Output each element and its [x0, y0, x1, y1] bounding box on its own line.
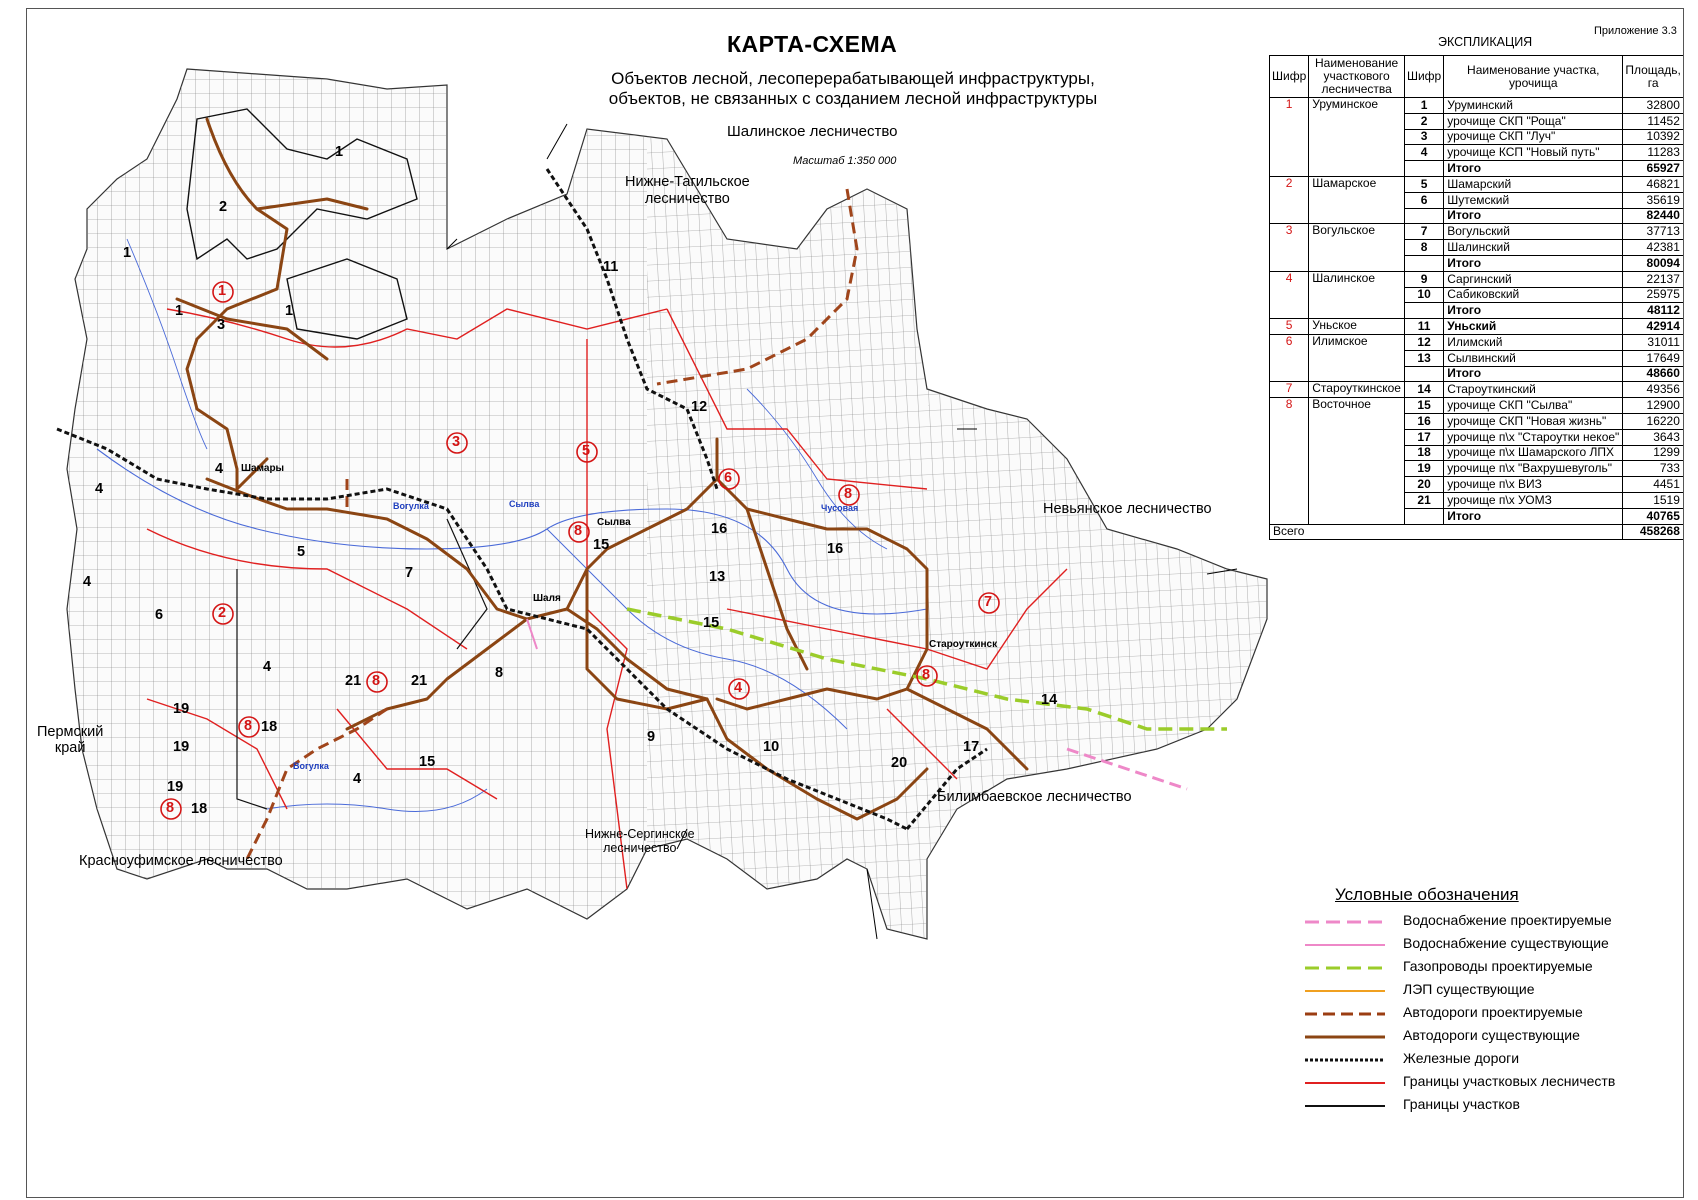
plot-code-cell: 12 [1404, 334, 1443, 350]
legend-title: Условные обозначения [1335, 885, 1519, 904]
area-cell: 35619 [1623, 192, 1684, 208]
plot-name-cell: Сылвинский [1444, 350, 1623, 366]
plot-number: 1 [123, 245, 132, 261]
plot-code-cell: 17 [1404, 429, 1443, 445]
area-cell: 1519 [1623, 492, 1684, 508]
explication-row [1270, 224, 1684, 240]
map-scale: Масштаб 1:350 000 [793, 155, 897, 167]
plot-number: 6 [155, 607, 164, 623]
plot-number: 3 [217, 317, 226, 333]
forestry-code-4: 4 [734, 680, 743, 696]
town-shalya: Шаля [533, 593, 561, 604]
plot-code-cell [1404, 255, 1443, 271]
legend-item-label: Железные дороги [1403, 1050, 1520, 1066]
area-cell: 1299 [1623, 445, 1684, 461]
forestry-code-8b: 8 [574, 523, 583, 539]
forestry-name-cell: Восточное [1309, 398, 1405, 524]
legend-item-label: Газопроводы проектируемые [1403, 958, 1593, 974]
explication-row [1270, 98, 1684, 114]
explication-title: ЭКСПЛИКАЦИЯ [1438, 35, 1533, 49]
forestry-code-cell: 4 [1270, 271, 1309, 318]
plot-code-cell: 20 [1404, 477, 1443, 493]
area-cell: 11283 [1623, 145, 1684, 161]
plot-number: 16 [711, 521, 728, 537]
legend-line-symbol [1305, 1099, 1385, 1113]
explication-total-row [1270, 524, 1684, 540]
plot-name-cell: урочище п\х "Вахрушевуголь" [1444, 461, 1623, 477]
plot-name-cell: урочище КСП "Новый путь" [1444, 145, 1623, 161]
plot-number: 1 [175, 303, 184, 319]
area-cell: 40765 [1623, 508, 1684, 524]
plot-number: 7 [405, 565, 414, 581]
legend-item [1295, 1095, 1684, 1117]
plot-number: 20 [891, 755, 908, 771]
plot-code-cell: 15 [1404, 398, 1443, 414]
plot-code-cell: 6 [1404, 192, 1443, 208]
area-cell: 11452 [1623, 113, 1684, 129]
plot-name-cell: Вогульский [1444, 224, 1623, 240]
plot-code-cell [1404, 161, 1443, 177]
plot-number: 15 [703, 615, 720, 631]
subtitle-line-1: Объектов лесной, лесоперерабатывающей инфраструктуры, [611, 69, 1095, 88]
area-cell: 82440 [1623, 208, 1684, 224]
forestry-code-cell: 7 [1270, 382, 1309, 398]
plot-number: 15 [419, 754, 436, 770]
plot-number: 1 [335, 144, 344, 160]
legend-item [1295, 1003, 1684, 1025]
plot-name-cell: урочище п\х Шамарского ЛПХ [1444, 445, 1623, 461]
forestry-code-7: 7 [984, 594, 993, 610]
label-nizhne-tagilskoe: Нижне-Тагильское лесничество [625, 174, 750, 207]
label-permsky-krai: Пермский край [37, 724, 104, 756]
forestry-code-6: 6 [724, 470, 733, 486]
plot-name-cell: Уруминский [1444, 98, 1623, 114]
grand-total-value: 458268 [1623, 524, 1684, 540]
area-cell: 49356 [1623, 382, 1684, 398]
label-nizhne-serginskoe: Нижне-Сергинское лесничество [585, 827, 695, 855]
plot-number: 21 [345, 673, 362, 689]
label-krasnoufimskoe: Красноуфимское лесничество [79, 853, 283, 869]
map-sheet [26, 8, 1684, 1198]
forestry-name-cell: Илимское [1309, 334, 1405, 381]
plot-name-cell: урочище СКП "Роща" [1444, 113, 1623, 129]
river-sylva: Сылва [509, 499, 540, 509]
plot-code-cell: 10 [1404, 287, 1443, 303]
plot-name-cell: урочище п\х ВИЗ [1444, 477, 1623, 493]
appendix-label: Приложение 3.3 [1594, 25, 1677, 37]
legend-item-label: ЛЭП существующие [1403, 981, 1535, 997]
forestry-name-cell: Шамарское [1309, 176, 1405, 223]
legend-item [1295, 980, 1684, 1002]
area-cell: 31011 [1623, 334, 1684, 350]
legend-item-label: Автодороги проектируемые [1403, 1004, 1583, 1020]
plot-name-cell: Саргинский [1444, 271, 1623, 287]
plot-name-cell: Итого [1444, 255, 1623, 271]
legend-line-symbol [1305, 938, 1385, 952]
forestry-name: Шалинское лесничество [727, 123, 898, 140]
plot-number: 15 [593, 537, 610, 553]
plot-number: 12 [691, 399, 708, 415]
plot-number: 19 [173, 739, 190, 755]
plot-code-cell: 11 [1404, 319, 1443, 335]
legend-line-symbol [1305, 1076, 1385, 1090]
legend-item-label: Водоснабжение проектируемые [1403, 912, 1612, 928]
legend-item-label: Границы участковых лесничеств [1403, 1073, 1616, 1089]
label-bilimbaevskoe: Билимбаевское лесничество [937, 789, 1132, 805]
header-plot-code: Шифр [1404, 56, 1443, 98]
legend [1295, 885, 1684, 1125]
plot-name-cell: Шалинский [1444, 240, 1623, 256]
forestry-code-cell: 2 [1270, 176, 1309, 223]
label-nevyanskoe: Невьянское лесничество [1043, 501, 1212, 517]
plot-number: 17 [963, 739, 980, 755]
header-plot-name: Наименование участка, урочища [1444, 56, 1623, 98]
plot-code-cell [1404, 366, 1443, 382]
area-cell: 48112 [1623, 303, 1684, 319]
forestry-code-8a: 8 [844, 486, 853, 502]
plot-name-cell: Староуткинский [1444, 382, 1623, 398]
area-cell: 25975 [1623, 287, 1684, 303]
forestry-code-cell: 5 [1270, 319, 1309, 335]
plot-code-cell: 8 [1404, 240, 1443, 256]
subtitle-line-2: объектов, не связанных с созданием лесной инфраструктуры [608, 89, 1098, 108]
forestry-code-cell: 3 [1270, 224, 1309, 271]
plot-name-cell: урочище СКП "Луч" [1444, 129, 1623, 145]
plot-number: 11 [603, 259, 619, 275]
town-sylva: Сылва [597, 517, 631, 528]
legend-item [1295, 1072, 1684, 1094]
plot-code-cell: 7 [1404, 224, 1443, 240]
explication-row [1270, 319, 1684, 335]
forestry-code-cell: 6 [1270, 334, 1309, 381]
header-area: Площадь, га [1623, 56, 1684, 98]
legend-line-symbol [1305, 1053, 1385, 1067]
plot-number: 19 [167, 779, 184, 795]
plot-name-cell: Итого [1444, 208, 1623, 224]
plot-code-cell: 2 [1404, 113, 1443, 129]
forestry-code-2: 2 [218, 605, 227, 621]
forestry-code-8d: 8 [244, 718, 253, 734]
plot-name-cell: Итого [1444, 303, 1623, 319]
plot-name-cell: Итого [1444, 366, 1623, 382]
plot-number: 18 [191, 801, 208, 817]
plot-name-cell: Сабиковский [1444, 287, 1623, 303]
plot-name-cell: урочище СКП "Сылва" [1444, 398, 1623, 414]
plot-number: 4 [353, 771, 362, 787]
plot-code-cell [1404, 303, 1443, 319]
forestry-code-8e: 8 [166, 800, 175, 816]
legend-line-symbol [1305, 961, 1385, 975]
area-cell: 17649 [1623, 350, 1684, 366]
legend-item [1295, 1049, 1684, 1071]
area-cell: 46821 [1623, 176, 1684, 192]
legend-line-symbol [1305, 1007, 1385, 1021]
area-cell: 12900 [1623, 398, 1684, 414]
forestry-name-cell: Шалинское [1309, 271, 1405, 318]
plot-code-cell: 19 [1404, 461, 1443, 477]
forestry-name-cell: Вогульское [1309, 224, 1405, 271]
area-cell: 22137 [1623, 271, 1684, 287]
plot-code-cell: 5 [1404, 176, 1443, 192]
explication-row [1270, 382, 1684, 398]
header-forestry: Наименование участкового лесничества [1309, 56, 1405, 98]
plot-code-cell [1404, 208, 1443, 224]
area-cell: 10392 [1623, 129, 1684, 145]
legend-line-symbol [1305, 984, 1385, 998]
plot-number: 4 [95, 481, 104, 497]
plot-number: 9 [647, 729, 656, 745]
forestry-code-5: 5 [582, 443, 591, 459]
area-cell: 3643 [1623, 429, 1684, 445]
forestry-name-cell: Уньское [1309, 319, 1405, 335]
plot-name-cell: урочище п\х "Староутки некое" [1444, 429, 1623, 445]
plot-name-cell: урочище СКП "Новая жизнь" [1444, 413, 1623, 429]
plot-code-cell: 9 [1404, 271, 1443, 287]
plot-number: 8 [495, 665, 504, 681]
area-cell: 16220 [1623, 413, 1684, 429]
plot-number: 5 [297, 544, 306, 560]
plot-code-cell [1404, 508, 1443, 524]
plot-code-cell: 16 [1404, 413, 1443, 429]
plot-name-cell: Шамарский [1444, 176, 1623, 192]
forestry-name-cell: Староуткинское [1309, 382, 1405, 398]
area-cell: 733 [1623, 461, 1684, 477]
plot-number: 21 [411, 673, 428, 689]
area-cell: 4451 [1623, 477, 1684, 493]
plot-number: 14 [1041, 692, 1058, 708]
plot-code-cell: 18 [1404, 445, 1443, 461]
plot-number: 4 [263, 659, 272, 675]
forestry-code-3: 3 [452, 434, 461, 450]
plot-name-cell: Шутемский [1444, 192, 1623, 208]
legend-item [1295, 957, 1684, 979]
plot-number: 19 [173, 701, 190, 717]
plot-code-cell: 1 [1404, 98, 1443, 114]
forestry-code-1: 1 [218, 283, 227, 299]
explication-row [1270, 334, 1684, 350]
legend-line-symbol [1305, 915, 1385, 929]
plot-number: 4 [83, 574, 92, 590]
plot-name-cell: урочище п\х УОМЗ [1444, 492, 1623, 508]
plot-number: 13 [709, 569, 726, 585]
legend-item [1295, 911, 1684, 933]
plot-name-cell: Уньский [1444, 319, 1623, 335]
plot-number: 18 [261, 719, 278, 735]
forestry-code-8f: 8 [922, 667, 931, 683]
plot-name-cell: Илимский [1444, 334, 1623, 350]
legend-item [1295, 934, 1684, 956]
river-vogulka-north: Вогулка [393, 501, 429, 511]
forestry-code-cell: 8 [1270, 398, 1309, 524]
area-cell: 65927 [1623, 161, 1684, 177]
town-shamary: Шамары [241, 463, 285, 474]
explication-row [1270, 176, 1684, 192]
legend-line-symbol [1305, 1030, 1385, 1044]
legend-item [1295, 1026, 1684, 1048]
plot-code-cell: 4 [1404, 145, 1443, 161]
legend-item-label: Водоснабжение существующие [1403, 935, 1609, 951]
plot-code-cell: 21 [1404, 492, 1443, 508]
area-cell: 42914 [1623, 319, 1684, 335]
map-title: КАРТА-СХЕМА [727, 31, 898, 57]
river-chusovaya: Чусовая [821, 503, 859, 513]
plot-number: 16 [827, 541, 844, 557]
plot-number: 2 [219, 199, 228, 215]
plot-name-cell: Итого [1444, 161, 1623, 177]
plot-number: 1 [285, 303, 294, 319]
legend-item-label: Границы участков [1403, 1096, 1520, 1112]
river-vogulka-south: Вогулка [293, 761, 329, 771]
explication-row [1270, 271, 1684, 287]
legend-item-label: Автодороги существующие [1403, 1027, 1580, 1043]
plot-number: 10 [763, 739, 780, 755]
area-cell: 48660 [1623, 366, 1684, 382]
area-cell: 37713 [1623, 224, 1684, 240]
area-cell: 42381 [1623, 240, 1684, 256]
plot-code-cell: 13 [1404, 350, 1443, 366]
plot-code-cell: 3 [1404, 129, 1443, 145]
grand-total-label: Всего [1270, 524, 1623, 540]
area-cell: 80094 [1623, 255, 1684, 271]
forestry-code-8c: 8 [372, 673, 381, 689]
forestry-code-cell: 1 [1270, 98, 1309, 177]
town-staroutkinsk: Староуткинск [929, 639, 998, 650]
explication-table [1269, 55, 1684, 540]
plot-name-cell: Итого [1444, 508, 1623, 524]
forestry-name-cell: Уруминское [1309, 98, 1405, 177]
header-code: Шифр [1270, 56, 1309, 98]
area-cell: 32800 [1623, 98, 1684, 114]
explication-row [1270, 398, 1684, 414]
plot-number: 4 [215, 461, 224, 477]
plot-code-cell: 14 [1404, 382, 1443, 398]
